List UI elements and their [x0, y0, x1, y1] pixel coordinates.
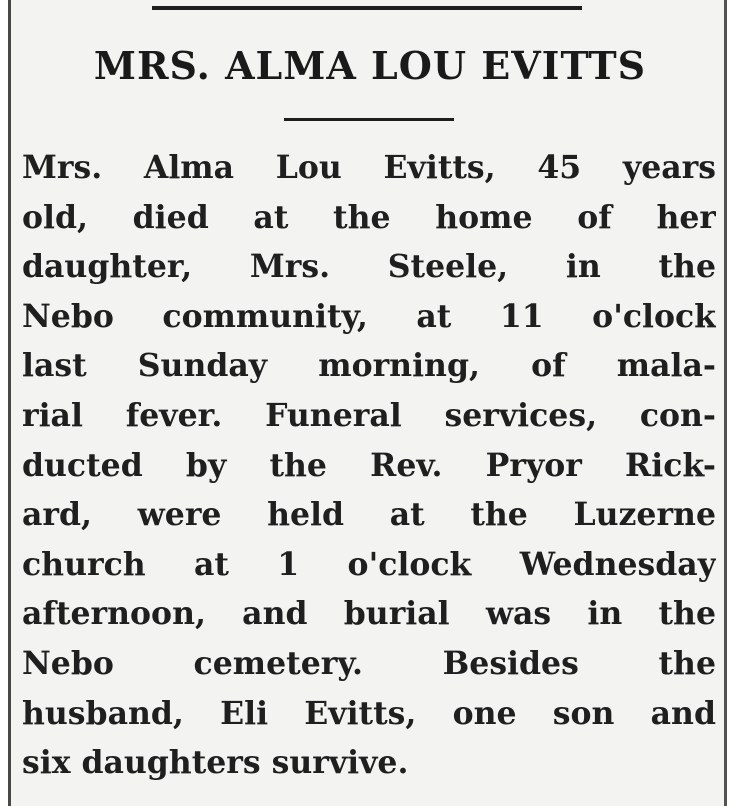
- right-margin: [727, 0, 733, 806]
- obituary-body: [22, 143, 716, 788]
- body-line: Mrs. Alma Lou Evitts, 45 years: [22, 149, 716, 186]
- body-line: ducted by the Rev. Pryor Rick-: [22, 446, 716, 484]
- body-line: six daughters survive.: [22, 744, 409, 782]
- body-line: afternoon, and burial was in the: [22, 595, 716, 633]
- body-line: old, died at the home of her: [22, 198, 716, 236]
- body-line: last Sunday morning, of mala-: [22, 347, 716, 385]
- body-line: daughter, Mrs. Steele, in the: [22, 248, 716, 286]
- top-divider-rule: [152, 6, 582, 10]
- left-column-rule: [8, 0, 11, 806]
- body-line: ard, were held at the Luzerne: [22, 496, 716, 534]
- headline-divider-rule: [284, 118, 454, 121]
- obituary-headline: MRS. ALMA LOU EVITTS: [93, 43, 647, 88]
- body-line: rial fever. Funeral services, con-: [22, 396, 716, 434]
- left-margin: [0, 0, 8, 806]
- body-line: Nebo cemetery. Besides the: [22, 644, 716, 682]
- body-line: Nebo community, at 11 o'clock: [22, 297, 716, 335]
- body-line: husband, Eli Evitts, one son and: [22, 694, 716, 732]
- body-line: church at 1 o'clock Wednesday: [22, 545, 716, 583]
